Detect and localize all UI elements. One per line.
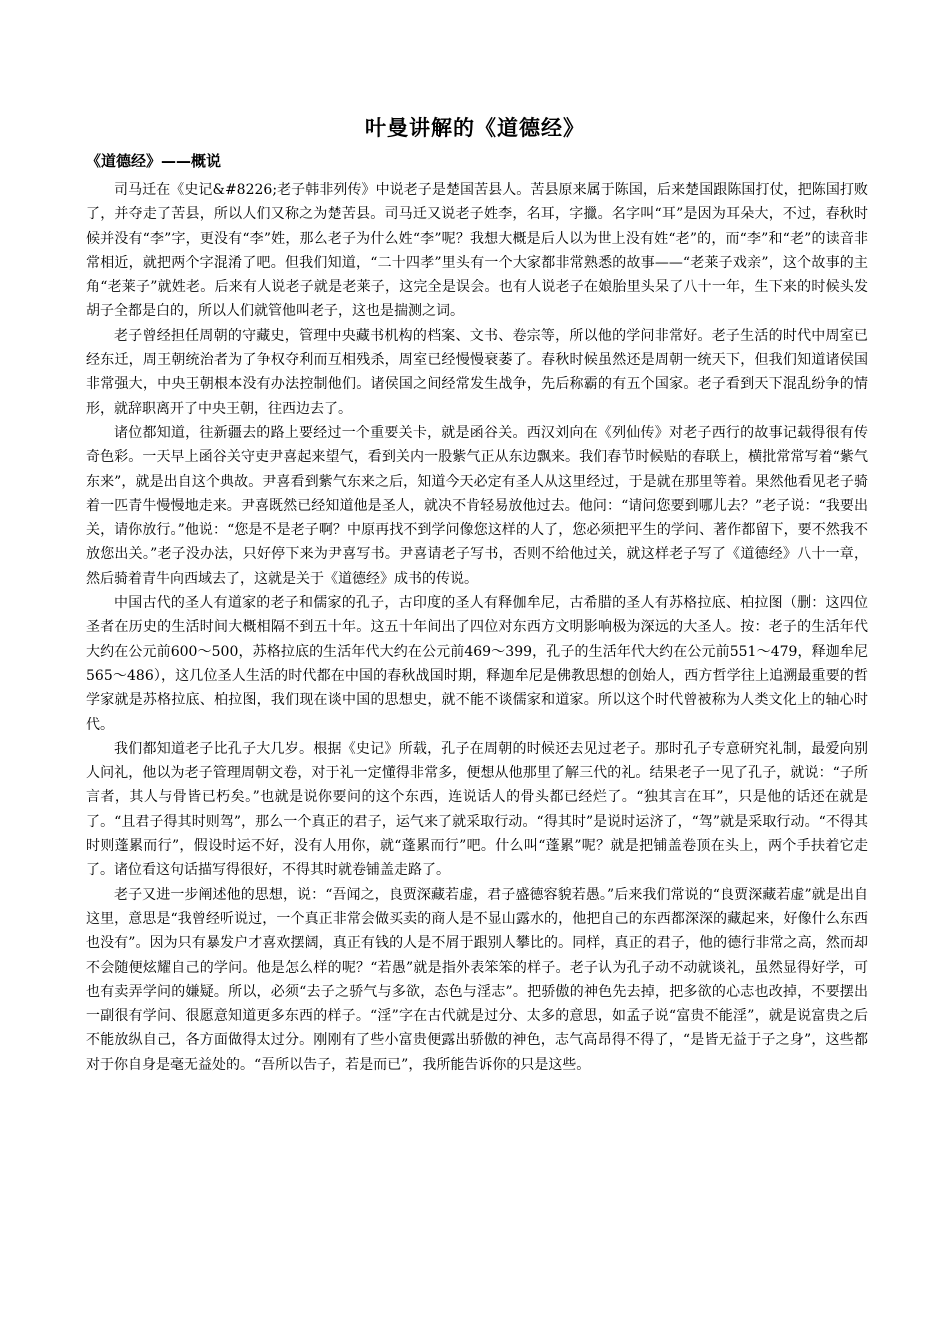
paragraph-5: 我们都知道老子比孔子大几岁。根据《史记》所载，孔子在周朝的时候还去见过老子。那时孔子专意研究礼制，最爱向别人问礼，他以为老子管理周朝文卷，对于礼一定懂得非常多，便想从他那里了解三代的礼。结果老子一见了孔子，就说：“子所言者，其人与骨皆已朽矣。”也就是说你要问的这个东西，连说话人的骨头都已经烂了。“独其言在耳”，只是他的话还在就是了。“且君子得其时则驾”，那么一个真正的君子，运气来了就采取行动。“得其时”是说时运济了，“驾”就是采取行动。“不得其时则蓬累而行”，假设时运不好，没有人用你，就“蓬累而行”吧。什么叫“蓬累”呢？就是把铺盖卷顶在头上，两个手扶着它走了。诸位看这句话描写得很好，不得其时就卷铺盖走路了。 [86,740,868,879]
paragraph-4: 中国古代的圣人有道家的老子和儒家的孔子，古印度的圣人有释伽牟尼，古希腊的圣人有苏格拉底、柏拉图（删：这四位圣者在历史的生活时间大概相隔不到五十年。这五十年间出了四位对东西方文明影响极为深远的大圣人。按：老子的生活年代大约在公元前600～500，苏格拉底的生活年代大约在公元前469～399，孔子的生活年代大约在公元前551～479，释迦牟尼565～486），这几位圣人生活的时代都在中国的春秋战国时期，释迦牟尼是佛教思想的创始人，西方哲学往上追溯最重要的哲学家就是苏格拉底、柏拉图，我们现在谈中国的思想史，就不能不谈儒家和道家。所以这个时代曾被称为人类文化上的轴心时代。 [86,595,868,733]
paragraph-2: 老子曾经担任周朝的守藏史，管理中央藏书机构的档案、文书、卷宗等，所以他的学问非常好。老子生活的时代中周室已经东迁，周王朝统治者为了争权夺利而互相残杀，周室已经慢慢衰萎了。春秋时候虽然还是周朝一统天下，但我们知道诸侯国非常强大，中央王朝根本没有办法控制他们。诸侯国之间经常发生战争，先后称霸的有五个国家。老子看到天下混乱纷争的情形，就辞职离开了中央王朝，往西边去了。 [86,327,868,417]
document-title: 叶曼讲解的《道德经》 [365,116,585,140]
document-body [86,178,868,1077]
paragraph-3: 诸位都知道，往新疆去的路上要经过一个重要关卡，就是函谷关。西汉刘向在《列仙传》对老子西行的故事记载得很有传奇色彩。一天早上函谷关守吏尹喜起来望气，看到关内一股紫气正从东边飘来。我们春节时候贴的春联上，横批常常写着“紫气东来”，就是出自这个典故。尹喜看到紫气东来之后，知道今天必定有圣人从这里经过，于是就在那里等着。果然他看见老子骑着一匹青牛慢慢地走来。尹喜既然已经知道他是圣人，就决不肯轻易放他过去。他问：“请问您要到哪儿去？”老子说：“我要出关，请你放行。”他说：“您是不是老子啊？中原再找不到学问像您这样的人了，您必须把平生的学问、著作都留下，要不然我不放您出关。”老子没办法，只好停下来为尹喜写书。尹喜请老子写书，否则不给他过关，就这样老子写了《道德经》八十一章，然后骑着青牛向西域去了，这就是关于《道德经》成书的传说。 [86,424,868,587]
section-heading: 《道德经》——概说 [86,152,222,170]
paragraph-6: 老子又进一步阐述他的思想，说：“吾闻之，良贾深藏若虚，君子盛德容貌若愚。”后来我们常说的“良贾深藏若虚”就是出自这里，意思是“我曾经听说过，一个真正非常会做买卖的商人是不显山露水的，他把自己的东西都深深的藏起来，好像什么东西也没有”。因为只有暴发户才喜欢摆阔，真正有钱的人是不屑于跟别人攀比的。同样，真正的君子，他的德行非常之高，然而却不会随便炫耀自己的学问。他是怎么样的呢？“若愚”就是指外表笨笨的样子。老子认为孔子动不动就谈礼，虽然显得好学，可也有卖弄学问的嫌疑。所以，必须“去子之骄气与多欲，态色与淫志”。把骄傲的神色先去掉，把多欲的心志也改掉，不要摆出一副很有学问、很愿意知道更多东西的样子。“淫”字在古代就是过分、太多的意思，如孟子说“富贵不能淫”，就是说富贵之后不能放纵自己，各方面做得太过分。刚刚有了些小富贵便露出骄傲的神色，志气高昂得不得了，“是皆无益于子之身”，这些都对于你自身是毫无益处的。“吾所以告子，若是而已”，我所能告诉你的只是这些。 [86,886,868,1073]
paragraph-1: 司马迁在《史记&#8226;老子韩非列传》中说老子是楚国苦县人。苦县原来属于陈国，后来楚国跟陈国打仗，把陈国打败了，并夺走了苦县，所以人们又称之为楚苦县。司马迁又说老子姓李，名耳，字擸。名字叫“耳”是因为耳朵大，不过，春秋时候并没有“李”字，更没有“李”姓，那么老子为什么姓“李”呢？我想大概是后人以为世上没有姓“老”的，而“李”和“老”的读音非常相近，就把两个字混淆了吧。但我们知道，“二十四孝”里头有一个大家都非常熟悉的故事——“老莱子戏亲”，这个故事的主角“老莱子”就姓老。后来有人说老子就是老莱子，这完全是误会。也有人说老子在娘胎里头呆了八十一年，生下来的时候头发胡子全都是白的，所以人们就管他叫老子，这也是揣测之词。 [86,182,868,320]
